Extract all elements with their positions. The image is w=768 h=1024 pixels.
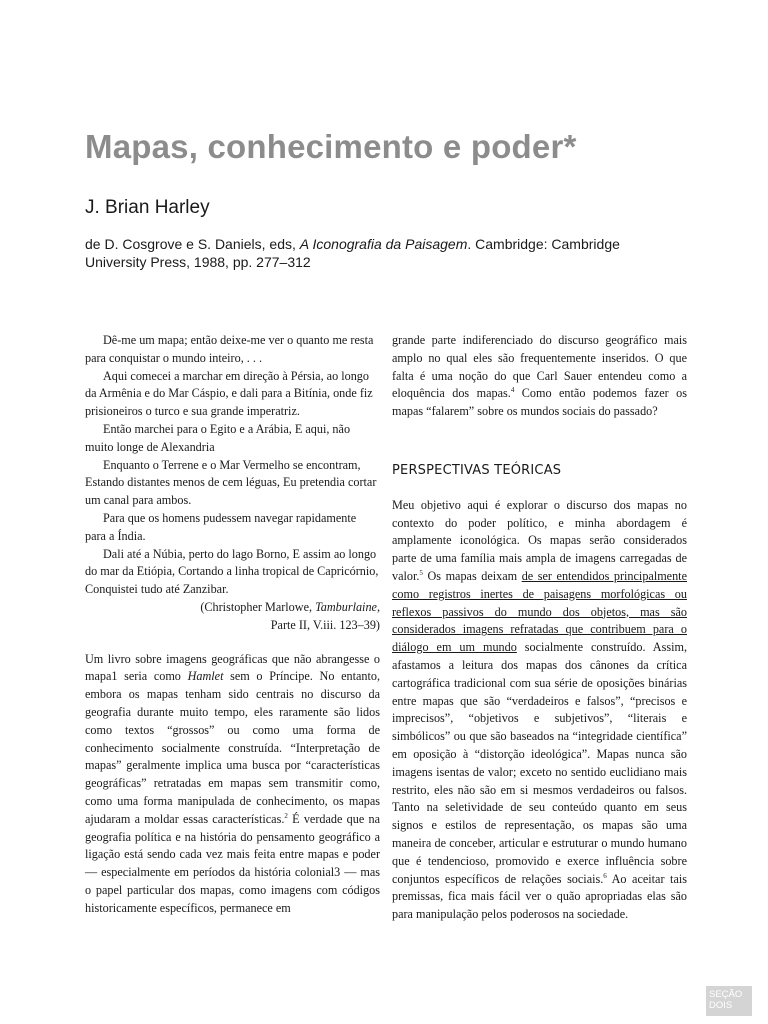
source-prefix: de D. Cosgrove e S. Daniels, eds, — [85, 236, 300, 252]
footnote-ref-5: 5 — [419, 568, 423, 577]
paragraph-text: Um livro sobre imagens geográficas que não abrangesse o mapa1 seria como — [85, 651, 380, 684]
poem-line: Aqui comecei a marchar em direção à Pérsia, ao longo da Armênia e do Mar Cáspio, e dali para a Bitínia, onde fiz prisioneiros o turco e sua grande imperatriz. — [85, 368, 373, 419]
paragraph-text: grande parte indiferenciado do discurso geográfico mais amplo no qual eles são frequentemente inseridos. O que falta é uma noção do que Carl Sauer entendeu como a eloquência dos mapas. — [392, 333, 687, 401]
section-heading: PERSPECTIVAS TEÓRICAS — [392, 462, 562, 478]
poem-line: Dali até a Núbia, perto do lago Borno, E assim ao longo do mar da Etiópia, Cortando a linha tropical de Capricórnio, Conquistei tudo até Zanzibar. — [85, 546, 379, 597]
poem-attribution — [85, 599, 380, 617]
epigraph-poem — [85, 332, 380, 635]
left-column — [85, 332, 380, 918]
source-book-title: A Iconografia da Paisagem — [299, 236, 468, 252]
poem-line: Enquanto o Terrene e o Mar Vermelho se encontram, Estando distantes menos de cem léguas, Eu pretendia cortar um canal para ambos. — [85, 457, 377, 508]
paragraph-text: socialmente construído. Assim, afastamos a leitura dos mapas dos cânones da crítica cartográfica tradicional com sua série de oposições binárias entre mapas que são “verdadeiros e falsos”, “precisos e imprecisos”, “objetivos e subjetivos”, “literais e simbólicos” ou que são baseados na “integridade científica” em oposição à “distorção ideológica”. Mapas nunca são imagens isentas de valor; exceto no sentido euclidiano mais restrito, eles não são em si mesmos verdadeiros ou falsos. Tanto na seletividade de seu conteúdo quanto em seus signos e estilos de representação, os mapas são uma maneira de conceber, articular e estruturar o mundo humano que é tendencioso, promovido e exerce influência sobre conjuntos específicos de relações sociais. — [392, 640, 688, 886]
body-paragraph-continued — [392, 332, 687, 421]
body-paragraph-theory — [392, 497, 687, 924]
author-name: J. Brian Harley — [85, 197, 210, 218]
poem-line: Para que os homens pudessem navegar rapidamente para a Índia. — [85, 510, 357, 543]
section-badge — [706, 986, 752, 1016]
source-citation — [85, 235, 685, 271]
footnote-ref-2: 2 — [284, 811, 288, 820]
hamlet-italic: Hamlet — [187, 669, 224, 684]
source-suffix: . Cambridge: Cambridge University Press, 1988, pp. 277–312 — [85, 236, 620, 270]
underlined-passage: de ser entendidos principalmente como registros inertes de paisagens morfológicas ou reflexos passivos do mundo dos objetos, mas são considerados imagens refratadas que contribuem para o diálogo em um mundo — [392, 568, 687, 655]
paragraph-text: Os mapas deixam — [422, 568, 522, 583]
paragraph-text: Meu objetivo aqui é explorar o discurso dos mapas no contexto do poder político, e minha abordagem é amplamente iconológica. Os mapas serão considerados parte de uma família mais ampla de imagens carregadas de valor. — [392, 497, 687, 583]
body-paragraph-intro — [85, 651, 380, 918]
attribution-suffix: , — [376, 599, 380, 614]
poem-line: Então marchei para o Egito e a Arábia, E aqui, não muito longe de Alexandria — [85, 421, 351, 454]
paragraph-text: Ao aceitar tais premissas, fica mais fácil ver o quão apropriadas elas são para manipulação pelos poderosos na sociedade. — [392, 871, 687, 922]
footnote-ref-4: 4 — [510, 386, 515, 395]
attribution-work: Tamburlaine — [315, 599, 377, 614]
paragraph-text: Como então podemos fazer os mapas “falarem” sobre os mundos sociais do passado? — [392, 386, 687, 419]
badge-line: DOIS — [709, 1000, 733, 1011]
paragraph-text: sem o Príncipe. No entanto, embora os mapas tenham sido centrais no discurso da geografia durante muito tempo, eles raramente são lidos como textos “grossos” ou como uma forma de conhecimento socialmente construída. “Interpretação de mapas” geralmente implica uma busca por “características geográficas” retratadas em mapas sem transmitir como, como uma forma manipulada de conhecimento, os mapas ajudaram a moldar essas características. — [85, 669, 381, 826]
poem-attribution-line2: Parte II, V.iii. 123–39) — [270, 617, 380, 632]
attribution-prefix: (Christopher Marlowe, — [200, 599, 316, 614]
paragraph-text: É verdade que na geografia política e na história do pensamento geográfico a ligação está sendo cada vez mais feita entre mapas e poder — especialmente em períodos da história colonial3 — mas o papel particular dos mapas, como imagens com códigos historicamente específicos, permanece em — [85, 811, 380, 915]
badge-line: SEÇÃO — [709, 989, 743, 1000]
footnote-ref-6: 6 — [603, 871, 607, 880]
page-title: Mapas, conhecimento e poder* — [85, 128, 577, 165]
right-column — [392, 332, 687, 924]
poem-line: Dê-me um mapa; então deixe-me ver o quanto me resta para conquistar o mundo inteiro, . . . — [85, 333, 374, 365]
